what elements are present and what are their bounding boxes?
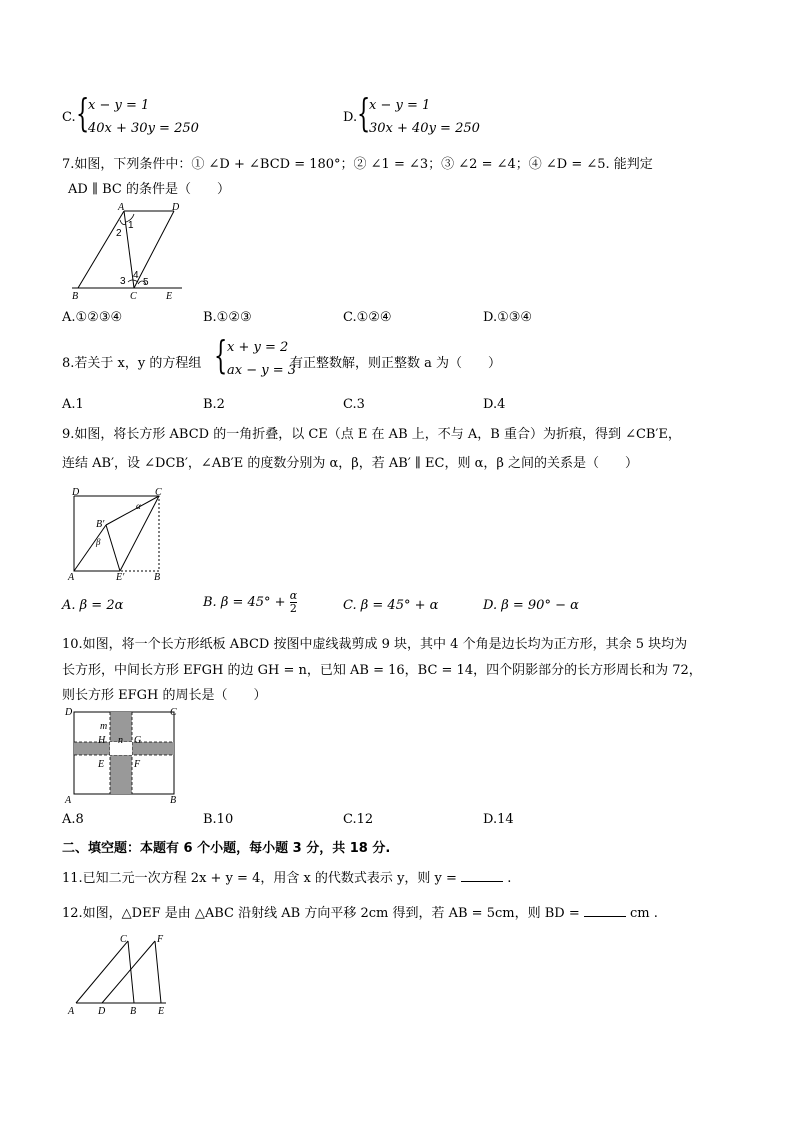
q6-option-c-label: C. — [62, 110, 76, 125]
q10-figure — [62, 703, 187, 806]
q12-figure — [62, 929, 182, 1019]
q9-option-b-frac-num: α — [289, 589, 298, 602]
q7-figure — [62, 202, 192, 302]
q10-fig-label-d: D — [65, 707, 73, 718]
q9-stem-line2: 连结 AB′，设 ∠DCB′，∠AB′E 的度数分别为 α，β，若 AB′ ∥ EC，则 α，β 之间的关系是（ ） — [62, 456, 639, 471]
q10-stem-line3: 则长方形 EFGH 的周长是（ ） — [62, 688, 267, 703]
q10-fig-label-a: A — [65, 795, 72, 806]
q7-fig-angle-5: 5 — [143, 277, 149, 288]
q10-fig-shade-bottom — [110, 755, 132, 794]
q6-option-d-label: D. — [343, 110, 358, 125]
q7-fig-angle-1: 1 — [128, 220, 134, 231]
q7-fig-label-b: B — [72, 291, 79, 302]
section2-heading: 二、填空题：本题有 6 个小题，每小题 3 分，共 18 分. — [62, 841, 391, 856]
q9-fig-label-c: C — [155, 487, 162, 498]
q9-option-a[interactable]: A. β = 2α — [62, 598, 124, 613]
q12-end: cm . — [630, 906, 658, 921]
q10-fig-label-m: m — [100, 721, 108, 732]
q7-fig-label-c: C — [130, 291, 137, 302]
q9-option-b-fraction — [290, 590, 297, 615]
q10-fig-label-f: F — [134, 759, 141, 770]
q12-fig-label-e: E — [158, 1006, 165, 1017]
q7-fig-angle-4: 4 — [133, 270, 139, 281]
q9-figure — [62, 487, 172, 581]
q12-fig-label-b: B — [130, 1006, 137, 1017]
q10-fig-label-e: E — [98, 759, 105, 770]
q6-option-c-eq1: x − y = 1 — [88, 98, 150, 113]
q11-end: . — [507, 871, 512, 886]
q6-option-c-brace: { — [76, 91, 90, 135]
q8-prefix: 8.若关于 x，y 的方程组 — [62, 356, 202, 371]
q9-fig-label-beta: β — [96, 537, 101, 547]
q9-fig-label-alpha: α — [136, 501, 141, 511]
q7-option-c[interactable]: C.①②④ — [343, 310, 392, 325]
q10-stem-line1: 10.如图，将一个长方形纸板 ABCD 按图中虚线裁剪成 9 块，其中 4 个角是边长均为正方形，其余 5 块均为 — [62, 637, 688, 652]
q9-fig-label-d: D — [72, 487, 80, 498]
q12-stem — [62, 902, 658, 921]
q7-option-d[interactable]: D.①③④ — [483, 310, 533, 325]
q10-option-c[interactable]: C.12 — [343, 812, 374, 827]
q11-answer-blank[interactable] — [461, 869, 503, 882]
q7-fig-angle-2: 2 — [116, 228, 122, 239]
q8-suffix: 有正整数解，则正整数 a 为（ ） — [290, 356, 502, 371]
q8-option-d[interactable]: D.4 — [483, 397, 506, 412]
q6-option-d-brace: { — [357, 91, 371, 135]
q9-fig-label-e: E′ — [116, 572, 125, 581]
q9-stem-line1: 9.如图，将长方形 ABCD 的一角折叠，以 CE（点 E 在 AB 上，不与 A，B 重合）为折痕，得到 ∠CB′E， — [62, 427, 681, 442]
q8-option-a[interactable]: A.1 — [62, 397, 84, 412]
q9-option-b-frac-den: 2 — [289, 602, 297, 615]
q12-fig-label-c: C — [120, 934, 127, 945]
q7-fig-label-a: A — [118, 202, 125, 213]
q12-answer-blank[interactable] — [584, 904, 626, 917]
q10-option-d[interactable]: D.14 — [483, 812, 514, 827]
q11-text: 11.已知二元一次方程 2x + y = 4，用含 x 的代数式表示 y，则 y = — [62, 871, 457, 886]
q7-stem-line1: 7.如图，下列条件中：① ∠D + ∠BCD = 180°；② ∠1 = ∠3；③ ∠2 = ∠4；④ ∠D = ∠5. 能判定 — [62, 157, 653, 172]
q6-option-d-eq2: 30x + 40y = 250 — [369, 121, 480, 136]
q9-option-b[interactable] — [203, 590, 297, 615]
q10-stem-line2: 长方形，中间长方形 EFGH 的边 GH = n，已知 AB = 16，BC = 14，四个阴影部分的长方形周长和为 72， — [62, 663, 702, 678]
q6-option-c-eq2: 40x + 30y = 250 — [88, 121, 199, 136]
q9-fig-label-bprime: B′ — [96, 519, 105, 530]
q8-option-c[interactable]: C.3 — [343, 397, 365, 412]
q7-option-a[interactable]: A.①②③④ — [62, 310, 123, 325]
q9-option-b-text: B. β = 45° + — [203, 595, 286, 610]
q8-option-b[interactable]: B.2 — [203, 397, 225, 412]
q12-fig-label-a: A — [68, 1006, 75, 1017]
q10-fig-label-n: n — [118, 735, 123, 746]
q10-fig-label-c: C — [170, 707, 177, 718]
q7-fig-angle-3: 3 — [120, 276, 126, 287]
q6-option-d-eq1: x − y = 1 — [369, 98, 431, 113]
q10-fig-label-b: B — [170, 795, 177, 806]
q9-option-c[interactable]: C. β = 45° + α — [343, 598, 439, 613]
q12-fig-label-f: F — [157, 934, 164, 945]
q8-eq1: x + y = 2 — [227, 340, 289, 355]
q7-option-b[interactable]: B.①②③ — [203, 310, 252, 325]
q10-option-a[interactable]: A.8 — [62, 812, 84, 827]
q10-option-b[interactable]: B.10 — [203, 812, 234, 827]
q9-fig-label-a: A — [68, 572, 75, 581]
q9-fig-label-b: B — [154, 572, 161, 581]
q10-fig-label-h: H — [98, 735, 106, 746]
q12-text: 12.如图，△DEF 是由 △ABC 沿射线 AB 方向平移 2cm 得到，若 AB = 5cm，则 BD = — [62, 906, 580, 921]
q8-brace: { — [214, 333, 228, 377]
q9-option-d[interactable]: D. β = 90° − α — [483, 598, 579, 613]
q7-fig-label-d: D — [172, 202, 180, 213]
q8-eq2: ax − y = 3 — [227, 363, 297, 378]
q7-stem-line2: AD ∥ BC 的条件是（ ） — [68, 182, 230, 197]
q11-stem — [62, 867, 511, 886]
q8-stem — [62, 333, 582, 382]
q12-fig-label-d: D — [98, 1006, 106, 1017]
q10-fig-label-g: G — [134, 735, 142, 746]
q7-fig-label-e: E — [166, 291, 173, 302]
